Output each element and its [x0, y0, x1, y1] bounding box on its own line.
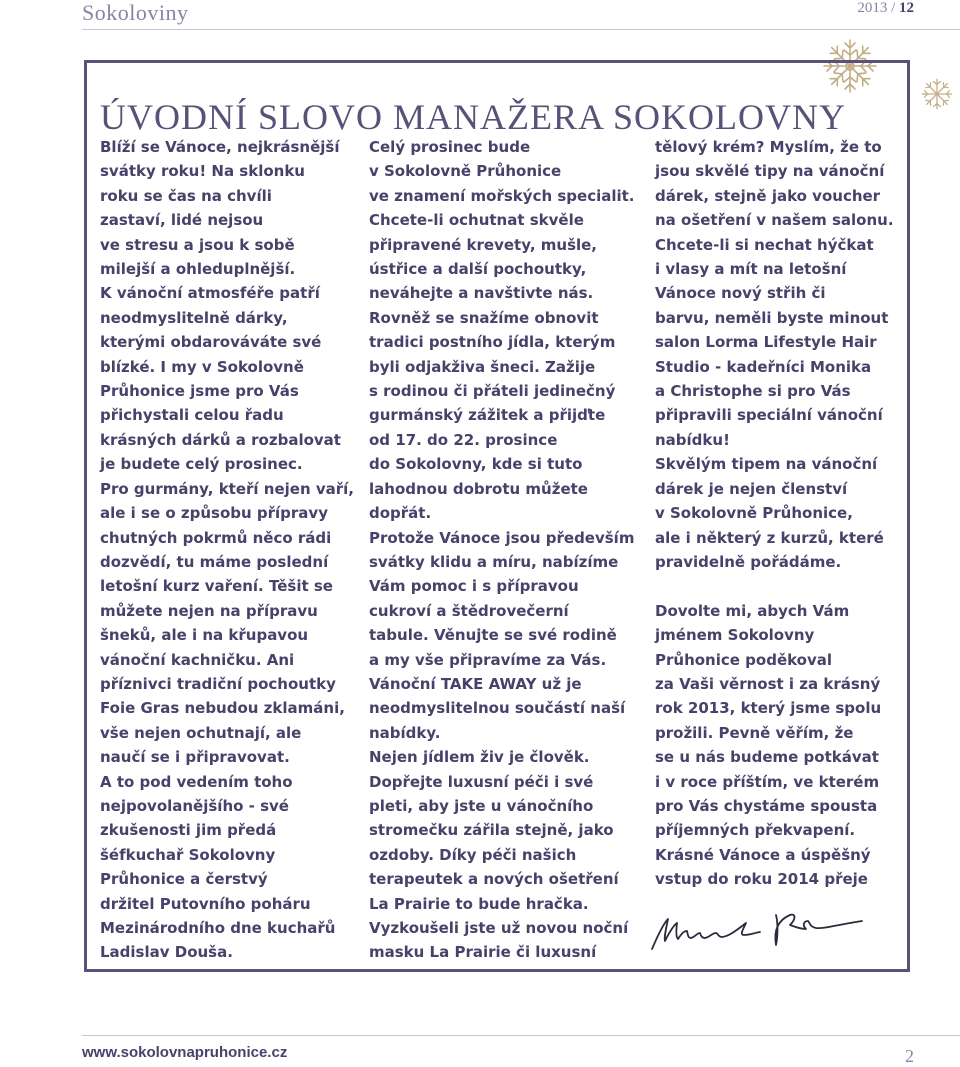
- website-link[interactable]: www.sokolovnapruhonice.cz: [82, 1044, 288, 1061]
- header-divider: [82, 29, 960, 30]
- article-column-2: Celý prosinec bude v Sokolovně Průhonice ve znamení mořských specialit. Chcete-li ochutnat skvěle připravené krevety, mušle, ústřice a další pochoutky, neváhejte a navštivte nás. Rovněž se snažíme obnovit tradici postního jídla, kterým byli odjakživa šneci. Zažije s rodinou či přáteli jedinečný gurmánský zážitek a přijďte od 17. do 22. prosince do Sokolovny, kde si tuto lahodnou dobrotu můžete dopřát. Protože Vánoce jsou především svátky klidu a míru, nabízíme Vám pomoc i s přípravou cukroví a štědrovečerní tabule. Věnujte se své rodině a my vše připravíme za Vás. Vánoční TAKE AWAY už je neodmyslitelnou součástí naší nabídky. Nejen jídlem živ je člověk. Dopřejte luxusní péči i své pleti, aby jste u vánočního stromečku zářila stejně, jako ozdoby. Díky péči našich terapeutek a nových ošetření La Prairie to bude hračka. Vyzkoušeli jste už novou noční masku La Prairie či luxusní: [369, 138, 635, 962]
- magazine-brand: Sokoloviny: [82, 0, 189, 25]
- page-number: 2: [905, 1046, 914, 1066]
- snowflake-icon: [920, 77, 954, 111]
- article-column-1: Blíží se Vánoce, nejkrásnější svátky roku! Na sklonku roku se čas na chvíli zastaví, lidé nejsou ve stresu a jsou k sobě milejší a ohleduplnější. K vánoční atmosféře patří neodmyslitelně dárky, kterými obdarováváte své blízké. I my v Sokolovně Průhonice jsme pro Vás přichystali celou řadu krásných dárků a rozbalovat je budete celý prosinec. Pro gurmány, kteří nejen vaří, ale i se o způsobu přípravy chutných pokrmů něco rádi dozvědí, tu máme poslední letošní kurz vaření. Těšit se můžete nejen na přípravu šneků, ale i na křupavou vánoční kachničku. Ani příznivci tradiční pochoutky Foie Gras nebudou zklamáni, vše nejen ochutnají, ale naučí se i připravovat. A to pod vedením toho nejpovolanějšího - své zkušenosti jim předá šéfkuchař Sokolovny Průhonice a čerstvý držitel Putovního poháru Mezinárodního dne kuchařů Ladislav Douša.: [100, 138, 354, 962]
- issue-year: 2013 /: [857, 0, 896, 16]
- footer-divider: [82, 1035, 960, 1036]
- issue-number: 12: [899, 0, 914, 16]
- issue-label: [857, 0, 914, 17]
- signature: [650, 905, 865, 955]
- article-column-3: tělový krém? Myslím, že to jsou skvělé tipy na vánoční dárek, stejně jako voucher na ošetření v našem salonu. Chcete-li si nechat hýčkat i vlasy a mít na letošní Vánoce nový střih či barvu, neměli byste minout salon Lorma Lifestyle Hair Studio - kadeřníci Monika a Christophe si pro Vás připravili speciální vánoční nabídku! Skvělým tipem na vánoční dárek je nejen členství v Sokolovně Průhonice, ale i některý z kurzů, které pravidelně pořádáme. Dovolte mi, abych Vám jménem Sokolovny Průhonice poděkoval za Vaši věrnost i za krásný rok 2013, který jsme spolu prožili. Pevně věřím, že se u nás budeme potkávat i v roce příštím, ve kterém pro Vás chystáme spousta příjemných překvapení. Krásné Vánoce a úspěšný vstup do roku 2014 přeje: [655, 138, 894, 889]
- article-title: ÚVODNÍ SLOVO MANAŽERA SOKOLOVNY: [100, 97, 846, 138]
